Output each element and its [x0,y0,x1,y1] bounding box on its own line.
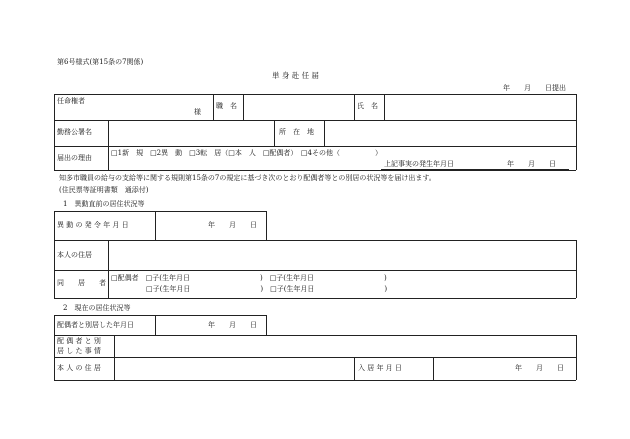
move-in-date-label: 入 居 年 月 日 [358,364,402,372]
separation-reason-label-2: 居 し た 事 情 [57,347,101,355]
separation-date-label: 配偶者と別居した年月日 [57,321,134,329]
declaration-text: 知多市職員の給与の支給等に関する規則第15条の7の規定に基づき次のとおり配偶者等との別居の状況等を届け出ます。 [59,174,436,182]
fact-date-value[interactable]: 年 月 日 [507,160,556,168]
office-label: 勤務公署名 [57,128,92,136]
sama-suffix: 様 [194,108,201,116]
fact-date-label: 上記事実の発生年月日 [384,160,454,168]
appointer-label: 任命権者 [57,97,85,105]
submission-date[interactable]: 年 月 日提出 [503,84,566,92]
cohabitants-label: 同 居 者 [57,279,106,287]
attachment-note: (住民票等証明書類 通添付) [59,186,149,194]
name-label: 氏 名 [357,102,378,110]
section1-heading: 1 異動直前の居住状況等 [63,200,145,208]
current-residence-label: 本 人 の 住 居 [57,364,101,372]
occurrence-date-value[interactable]: 年 月 日 [208,221,257,229]
post-label: 職 名 [216,102,237,110]
section2-heading: 2 現在の居住状況等 [63,304,131,312]
form-number: 第6号様式(第15条の7関係) [57,58,144,66]
location-label: 所 在 地 [279,128,314,136]
move-in-date-value[interactable]: 年 月 日 [515,364,564,372]
cohabitants-line-1[interactable]: □配偶者 □子(生年月日 ) □子(生年月日 ) [111,274,387,282]
cohabitants-line-2[interactable]: □子(生年月日 ) □子(生年月日 ) [111,285,388,293]
form-title: 単 身 赴 任 届 [272,71,320,80]
separation-date-value[interactable]: 年 月 日 [208,321,257,329]
occurrence-date-label: 異 動 の 発 令 年 月 日 [57,221,129,229]
reason-label: 届出の理由 [57,154,92,162]
separation-reason-label-1: 配 偶 者 と 別 [57,337,101,345]
residence-label: 本人の住居 [57,251,92,259]
reason-options[interactable]: □1新 規 □2異 動 □3転 居（□本 人 □配偶者） □4その他（ ） [111,149,382,157]
